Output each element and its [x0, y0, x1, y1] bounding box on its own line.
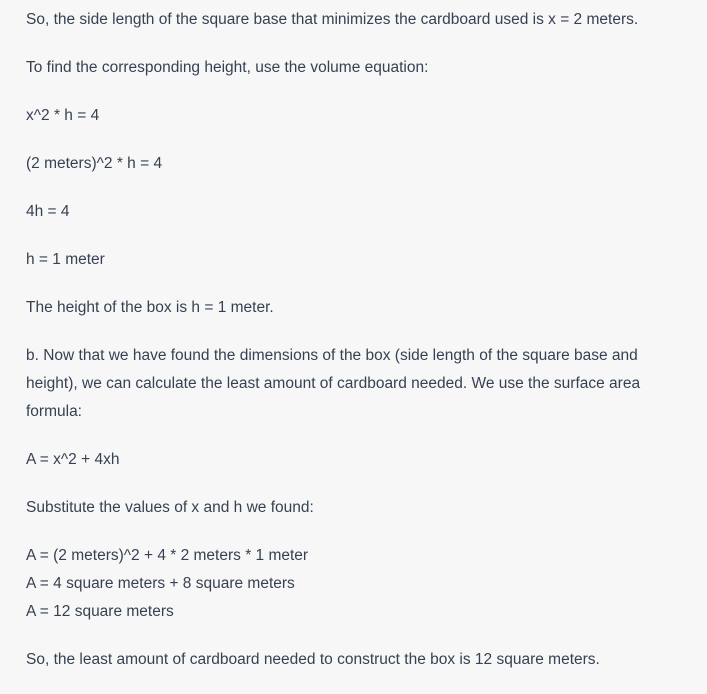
- paragraph-height-conclusion: The height of the box is h = 1 meter.: [26, 299, 274, 316]
- equation-simplified: 4h = 4: [26, 203, 70, 220]
- paragraph-substitute-intro: Substitute the values of x and h we found:: [26, 499, 314, 516]
- equation-surface-area: A = x^2 + 4xh: [26, 451, 120, 468]
- calculation-block: [26, 542, 686, 626]
- assistant-message: [26, 6, 686, 694]
- paragraph-height-intro: To find the corresponding height, use the volume equation:: [26, 59, 429, 76]
- paragraph-final-answer: So, the least amount of cardboard needed to construct the box is 12 square meters.: [26, 651, 600, 668]
- equation-substitute: (2 meters)^2 * h = 4: [26, 155, 163, 172]
- calculation-line: A = (2 meters)^2 + 4 * 2 meters * 1 meter: [26, 547, 309, 564]
- equation-height-result: h = 1 meter: [26, 251, 105, 268]
- paragraph-part-b: b. Now that we have found the dimensions of the box (side length of the square base and height), we can calculate the least amount of cardboard needed. We use the surface area formula:: [26, 347, 641, 420]
- equation-volume: x^2 * h = 4: [26, 107, 100, 124]
- paragraph-side-length: So, the side length of the square base that minimizes the cardboard used is x = 2 meters.: [26, 11, 639, 28]
- calculation-line: A = 12 square meters: [26, 603, 174, 620]
- calculation-line: A = 4 square meters + 8 square meters: [26, 575, 295, 592]
